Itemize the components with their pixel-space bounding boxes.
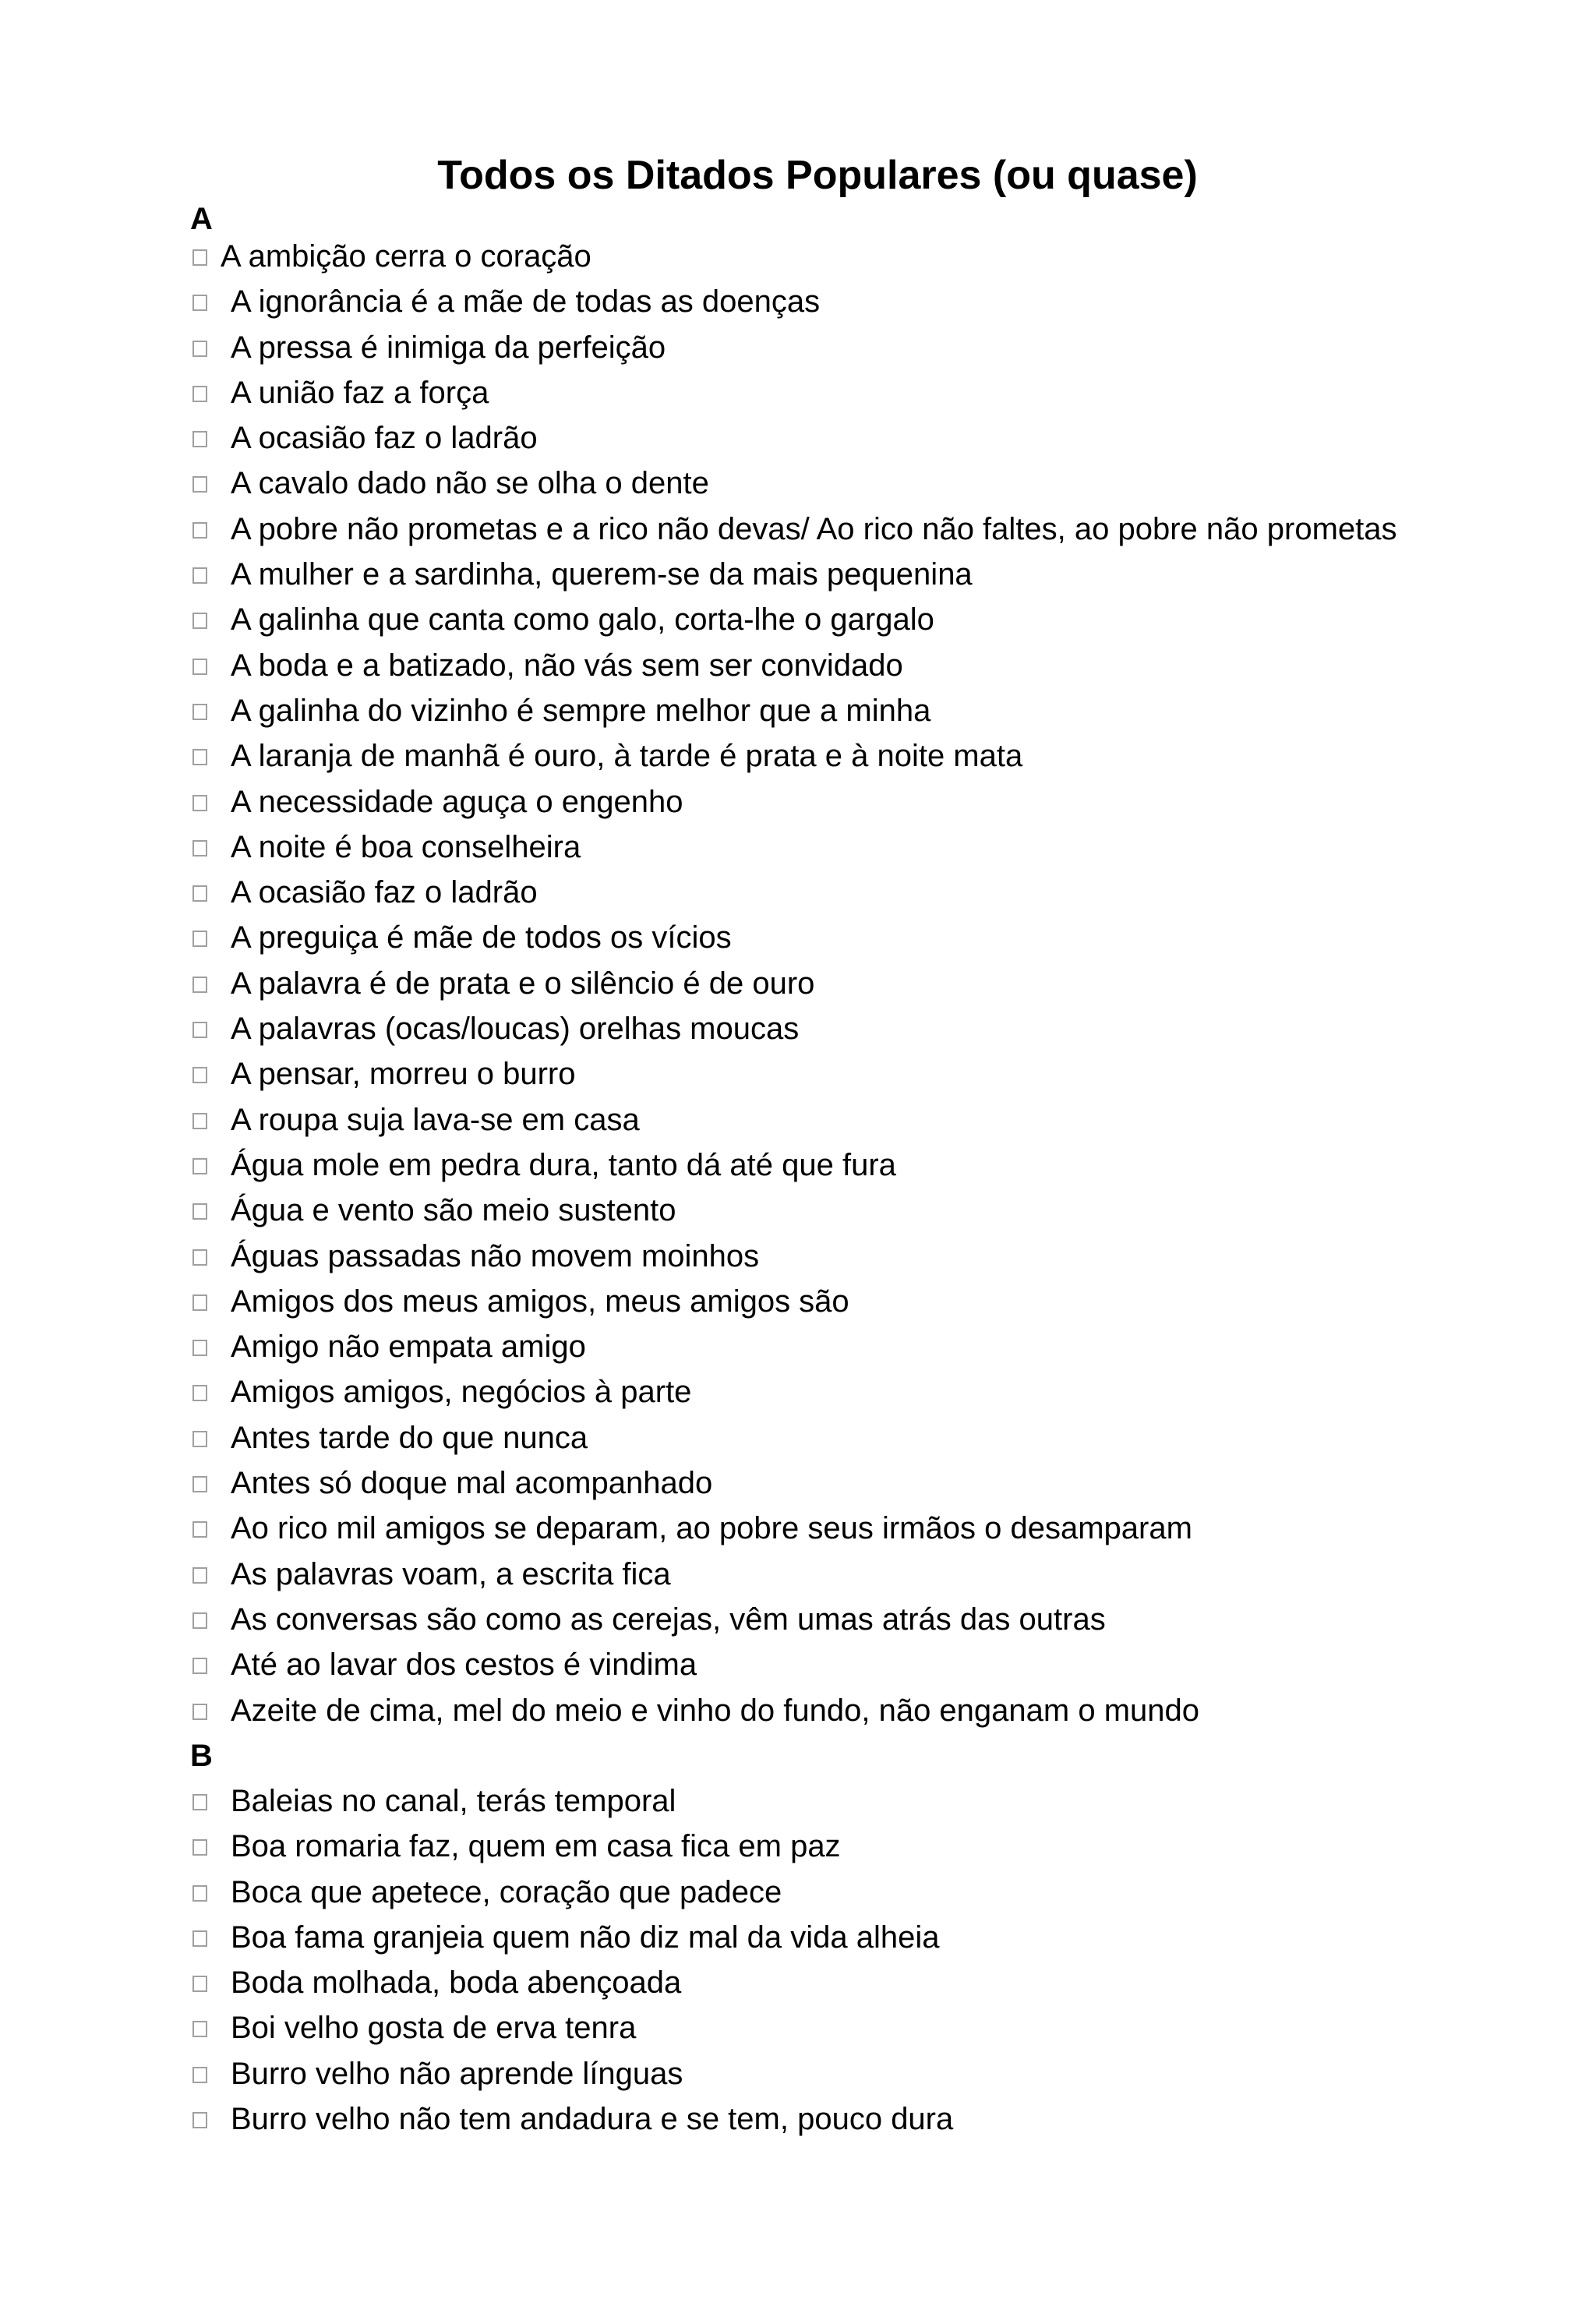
list-item bbox=[0, 461, 1596, 506]
list-item bbox=[0, 1051, 1596, 1097]
checkbox-bullet-icon bbox=[192, 249, 207, 266]
list-item bbox=[0, 1824, 1596, 1869]
list-item bbox=[0, 1915, 1596, 1960]
checkbox-bullet-icon bbox=[192, 1340, 207, 1356]
proverb-text: A cavalo dado não se olha o dente bbox=[231, 466, 709, 501]
list-item bbox=[0, 1688, 1596, 1733]
checkbox-bullet-icon bbox=[192, 1521, 207, 1538]
list-item bbox=[0, 915, 1596, 960]
list-item bbox=[0, 688, 1596, 733]
checkbox-bullet-icon bbox=[192, 977, 207, 993]
checkbox-bullet-icon bbox=[192, 567, 207, 584]
proverb-text: Antes só doque mal acompanhado bbox=[231, 1466, 713, 1501]
proverb-text: A mulher e a sardinha, querem-se da mais pequenina bbox=[231, 557, 973, 592]
list-item bbox=[0, 370, 1596, 415]
proverb-text: A união faz a força bbox=[231, 375, 489, 410]
checkbox-bullet-icon bbox=[192, 1612, 207, 1629]
proverb-text: A pressa é inimiga da perfeição bbox=[231, 330, 666, 365]
list-item bbox=[0, 2005, 1596, 2050]
checkbox-bullet-icon bbox=[192, 659, 207, 675]
list-item bbox=[0, 597, 1596, 642]
page-title: Todos os Ditados Populares (ou quase) bbox=[437, 153, 1198, 198]
proverb-text: Boi velho gosta de erva tenra bbox=[231, 2011, 637, 2046]
checkbox-bullet-icon bbox=[192, 885, 207, 902]
checkbox-bullet-icon bbox=[192, 795, 207, 811]
list-item bbox=[0, 1097, 1596, 1143]
proverb-text: Águas passadas não movem moinhos bbox=[231, 1238, 760, 1273]
checkbox-bullet-icon bbox=[192, 931, 207, 947]
list-item bbox=[0, 825, 1596, 870]
list-item bbox=[0, 1597, 1596, 1642]
list-item bbox=[0, 279, 1596, 324]
list-item bbox=[0, 2096, 1596, 2142]
proverb-text: Amigos amigos, negócios à parte bbox=[231, 1375, 692, 1410]
checkbox-bullet-icon bbox=[192, 2112, 207, 2128]
proverb-text: A palavra é de prata e o silêncio é de ouro bbox=[231, 966, 815, 1001]
list-item bbox=[0, 961, 1596, 1006]
list-item bbox=[0, 415, 1596, 461]
checkbox-bullet-icon bbox=[192, 1658, 207, 1674]
proverb-text: A ambição cerra o coração bbox=[221, 239, 591, 274]
proverb-text: A boda e a batizado, não vás sem ser convidado bbox=[231, 648, 903, 683]
section-letter-a: A bbox=[190, 202, 213, 236]
list-item bbox=[0, 1234, 1596, 1279]
proverb-text: A laranja de manhã é ouro, à tarde é prata e à noite mata bbox=[231, 739, 1023, 774]
proverb-text: Amigos dos meus amigos, meus amigos são bbox=[231, 1284, 849, 1319]
proverb-text: A preguiça é mãe de todos os vícios bbox=[231, 920, 732, 955]
proverb-text: Água e vento são meio sustento bbox=[231, 1193, 676, 1228]
list-item bbox=[0, 733, 1596, 779]
list-item bbox=[0, 779, 1596, 825]
proverb-text: A galinha do vizinho é sempre melhor que a minha bbox=[231, 693, 931, 728]
checkbox-bullet-icon bbox=[192, 1885, 207, 1902]
list-item bbox=[0, 1960, 1596, 2005]
proverb-text: A ignorância é a mãe de todas as doenças bbox=[231, 284, 821, 320]
list-item bbox=[0, 552, 1596, 597]
proverb-text: A noite é boa conselheira bbox=[231, 829, 581, 864]
list-item bbox=[0, 1006, 1596, 1051]
proverb-text: A ocasião faz o ladrão bbox=[231, 875, 538, 910]
list-item bbox=[0, 234, 1596, 279]
list-item bbox=[0, 507, 1596, 552]
proverb-text: Boa romaria faz, quem em casa fica em paz bbox=[231, 1829, 841, 1864]
checkbox-bullet-icon bbox=[192, 1022, 207, 1038]
checkbox-bullet-icon bbox=[192, 1158, 207, 1174]
checkbox-bullet-icon bbox=[192, 1704, 207, 1720]
list-item bbox=[0, 1279, 1596, 1324]
checkbox-bullet-icon bbox=[192, 749, 207, 765]
proverb-text: Amigo não empata amigo bbox=[231, 1330, 586, 1365]
proverb-text: A necessidade aguça o engenho bbox=[231, 784, 683, 819]
proverb-text: Baleias no canal, terás temporal bbox=[231, 1784, 676, 1818]
proverb-text: Burro velho não aprende línguas bbox=[231, 2056, 683, 2091]
proverb-text: Boda molhada, boda abençoada bbox=[231, 1966, 682, 2001]
list-item bbox=[0, 1778, 1596, 1824]
checkbox-bullet-icon bbox=[192, 704, 207, 720]
list-item bbox=[0, 1870, 1596, 1915]
proverb-text: A palavras (ocas/loucas) orelhas moucas bbox=[231, 1012, 800, 1047]
checkbox-bullet-icon bbox=[192, 476, 207, 493]
list-item bbox=[0, 1324, 1596, 1369]
proverb-text: Até ao lavar dos cestos é vindima bbox=[231, 1648, 697, 1683]
proverb-text: A galinha que canta como galo, corta-lhe o gargalo bbox=[231, 602, 934, 638]
checkbox-bullet-icon bbox=[192, 1839, 207, 1856]
proverb-text: Antes tarde do que nunca bbox=[231, 1420, 588, 1455]
list-item bbox=[0, 1506, 1596, 1551]
proverb-text: A pensar, morreu o burro bbox=[231, 1057, 576, 1092]
checkbox-bullet-icon bbox=[192, 840, 207, 856]
proverb-list-b bbox=[0, 1778, 1596, 2142]
list-item bbox=[0, 1642, 1596, 1687]
checkbox-bullet-icon bbox=[192, 1067, 207, 1083]
checkbox-bullet-icon bbox=[192, 2021, 207, 2037]
list-item bbox=[0, 2051, 1596, 2096]
checkbox-bullet-icon bbox=[192, 522, 207, 539]
list-item bbox=[0, 325, 1596, 370]
proverb-text: Boca que apetece, coração que padece bbox=[231, 1874, 782, 1909]
proverb-text: As palavras voam, a escrita fica bbox=[231, 1556, 671, 1591]
checkbox-bullet-icon bbox=[192, 1976, 207, 1992]
checkbox-bullet-icon bbox=[192, 341, 207, 357]
list-item bbox=[0, 1188, 1596, 1233]
checkbox-bullet-icon bbox=[192, 386, 207, 402]
checkbox-bullet-icon bbox=[192, 295, 207, 311]
proverb-text: Burro velho não tem andadura e se tem, pouco dura bbox=[231, 2102, 954, 2137]
list-item bbox=[0, 1143, 1596, 1188]
checkbox-bullet-icon bbox=[192, 1567, 207, 1584]
list-item bbox=[0, 643, 1596, 688]
proverb-text: Azeite de cima, mel do meio e vinho do fundo, não enganam o mundo bbox=[231, 1693, 1200, 1728]
proverb-text: As conversas são como as cerejas, vêm umas atrás das outras bbox=[231, 1602, 1106, 1637]
checkbox-bullet-icon bbox=[192, 1794, 207, 1810]
checkbox-bullet-icon bbox=[192, 1249, 207, 1266]
list-item bbox=[0, 1552, 1596, 1597]
proverb-text: Boa fama granjeia quem não diz mal da vida alheia bbox=[231, 1920, 940, 1955]
checkbox-bullet-icon bbox=[192, 1476, 207, 1492]
checkbox-bullet-icon bbox=[192, 1431, 207, 1447]
list-item bbox=[0, 1415, 1596, 1460]
checkbox-bullet-icon bbox=[192, 1385, 207, 1401]
list-item bbox=[0, 1369, 1596, 1415]
proverb-text: Água mole em pedra dura, tanto dá até que fura bbox=[231, 1147, 896, 1182]
list-item bbox=[0, 1460, 1596, 1506]
proverb-text: A roupa suja lava-se em casa bbox=[231, 1102, 640, 1137]
checkbox-bullet-icon bbox=[192, 1203, 207, 1220]
checkbox-bullet-icon bbox=[192, 613, 207, 629]
section-letter-b: B bbox=[190, 1739, 213, 1773]
proverb-text: A pobre não prometas e a rico não devas/ Ao rico não faltes, ao pobre não prometas bbox=[231, 511, 1397, 546]
proverb-text: A ocasião faz o ladrão bbox=[231, 421, 538, 456]
checkbox-bullet-icon bbox=[192, 1930, 207, 1947]
checkbox-bullet-icon bbox=[192, 1113, 207, 1129]
checkbox-bullet-icon bbox=[192, 431, 207, 447]
checkbox-bullet-icon bbox=[192, 1294, 207, 1311]
proverb-list-a bbox=[0, 234, 1596, 1733]
list-item bbox=[0, 870, 1596, 915]
checkbox-bullet-icon bbox=[192, 2067, 207, 2083]
proverb-text: Ao rico mil amigos se deparam, ao pobre seus irmãos o desamparam bbox=[231, 1511, 1192, 1546]
